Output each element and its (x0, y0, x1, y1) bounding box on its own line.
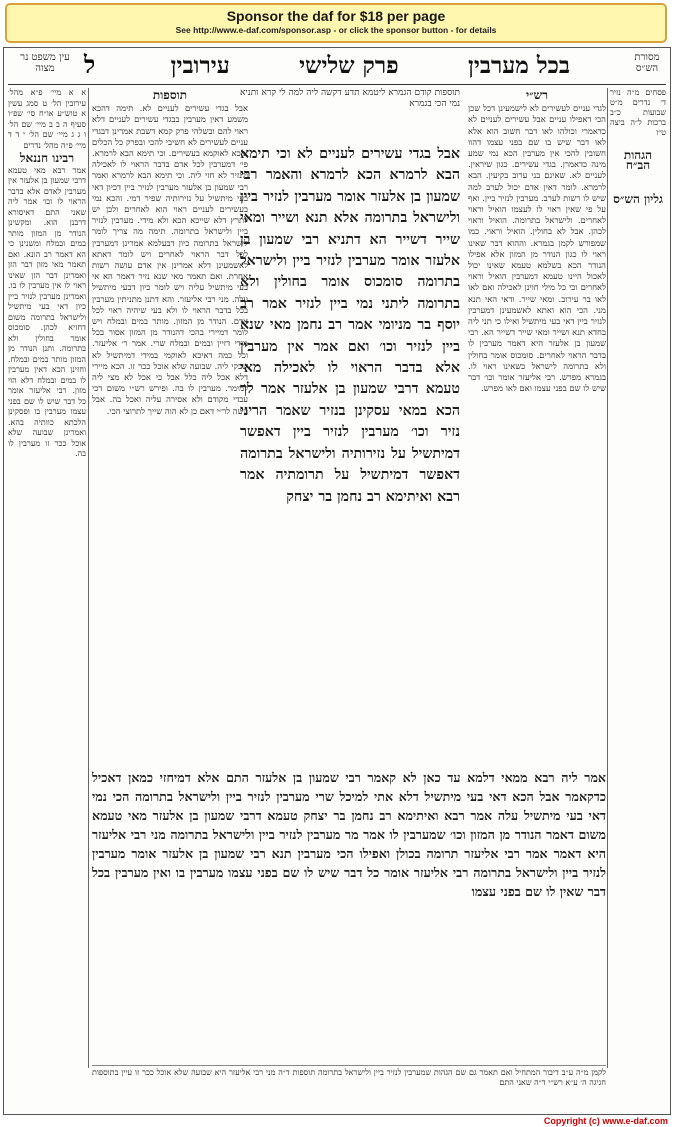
gilyon-title: גליון הש״ס (613, 192, 663, 206)
sponsor-title: Sponsor the daf for $18 per page (226, 8, 446, 24)
page-header (84, 50, 570, 80)
gemara-column (240, 144, 460, 764)
sponsor-subtitle[interactable]: See http://www.e-daf.com/sponsor.asp - or click the sponsor button - for details (175, 25, 497, 35)
rabbeinu-chananel-column (8, 88, 86, 1088)
tosafot-text: אבל בגדי עשירים לעניים לא. תימה דהכא משמע דאין מערבין בבגדי עשירים לעניים דלא ראוי להם ובשלהי פרק קמא דשבת אמרינן דבגדי עניים לעשירים לא חשיבי להכי ובפרק כל הכלים איכא לאוקמא בעשירים. וכי תימא הבא לרמרא. פי׳ דמערבין לכל אדם בדבר הראוי לו לאכילה ולנזיר לא חזי ליה. וכי תימא הבא לרמרא ואמר רבי שמעון בן אלעזר מערבין לנזיר ביין דכיון דאי בעי מיתשיל על נזירותיה שפיר דמי. והכא נמי בעשירים לעניים ראוי הוא לאחרים ולכן יש לתרץ דלא שייכא הכא ולא מידי. מערבין לנזיר ביין ולישראל בתרומה. תימה מה צריך לומר לישראל בתרומה כיון דבעלמא אמרינן דמערבין לכל דבר הראוי לאחרים ויש לומר דאתא לאשמעינן דלא אמרינן אין אדם עושה רשות אחרת. ואם תאמר מאי שנא נזיר דאמר הא אי בעי מיתשיל עליה ויש לומר כיון דבעי מיתשיל עלה. מני רבי אליעזר. והא דתנן מתניתין מערבין בכל בדבר הראוי לו ולא בעי שיהיה ראוי לכל אדם. הנודר מן המזון. מותר במים ובמלח ויש לומר דמיירי בהכי דהנודר מן המזון אסור בכל מידי דזיין ובמים ובמלח שרי. אמר ר׳ אליעזר. וכל כמה דאיכא לאוקמי במידי דמיתשיל לא שבקי ליה. שבועה שלא אוכל ככר זו. הכא מיירי דלא אכל ליה כלל אבל כי אכל לא מצי ליה למימר. מערבין לו בה. ופירש רש״י משום דכי עבדי מקודם ולא אסירה עליה ואכל בה. אבל קשה לר״י דאם כן לא הוה שייך לתרוצי הכי. (92, 103, 248, 416)
gemara-top-text: תוספות קודם הגמרא ליטמא תדע דקשה ליה למה לי קרא ותניא נמי הכי בגמרא (240, 88, 460, 109)
gemara-wide-text: אמר ליה רבא ממאי דלמא עד כאן לא קאמר רבי שמעון בן אלעזר התם אלא דמיחזי כמאן דאכיל כדקאמר אבל הכא דאי בעי מיתשיל דלא אתי למיכל שרי מערבין לנזיר ביין ולישראל בתרומה הכי נמי דאי בעי מיתשיל עלה אמר רבא ואיתימא רב נחמן בר יצחק טעמא דרבי שמעון בן אלעזר מאי טעמא משום דאמר הנודר מן המזון וכו׳ שמערבין לו אמר מר מערבין לנזיר ביין ולישראל בתרומה מני רבי אליעזר היא דאמר אמר רבי אליעזר תרומה בכולן ואפילו הכי מערבין תנא רבי שמעון בן אלעזר אומר מערבין לנזיר ביין ולישראל בתרומה רבי אליעזר אומר כל דבר שיש לו שם בפני עצמו מערבין בו ואין מערבין בכל דבר שאין לו שם בפני עצמו (92, 770, 606, 899)
tosafot-title: תוספות (152, 88, 188, 102)
talmud-page (3, 47, 671, 1115)
ein-mishpat-text: א א מיי׳ פ״א מהל׳ עירובין הל׳ ט סמג עשין א טוש״ע או״ח סי׳ שפ״ו סעיף ה ב ב מיי׳ שם הל׳ ו ג ג מיי׳ שם הל׳ י ד ד מיי׳ פ״ה מהל׳ נדרים (8, 88, 86, 150)
copyright-link[interactable]: Copyright (c) www.e-daf.com (543, 1116, 668, 1126)
bottom-notes: לקמן מ״ה ע״ב דיבור המתחיל ואם תאמר גם שם הגהות שמערבין לנזיר ביין ולישראל בתרומה תוספות ד״ה מני רבי אליעזר היא שבועה שלא אוכל ככר זו עיין בתוספות חגיגה ה׳ ע״א רש״י ד״ה שאני התם (92, 1065, 606, 1110)
page-number: ל (84, 50, 96, 79)
column-divider (607, 88, 608, 1068)
tractate-name: עירובין (170, 51, 230, 79)
rashi-title: רש״י (525, 88, 549, 102)
ein-mishpat-title: עין משפט נר מצוה (20, 52, 70, 74)
header-divider (8, 84, 666, 85)
mesoret-hashas-title: מסורת הש״ס (634, 52, 660, 74)
hagahot-title: הגהות הב״ח (623, 148, 653, 172)
rashi-text: לגדי עניים לעשירים לא לישמעינן דכל שכן הכי דאפילו עניים אבל עשירים לעניים לא כדאמרי וכולהו לאו דבר חשוב הוא אלא לאו דבר שיש בו שם בפני עצמו דהוו חשובין להכי אין מערבין הכא נמי שמע מינה כדאמרן. בגדי עשירים. כגון שיראין. לעניים לא. שאינם בני ערוב בקיעין. הבא לרמרא. לומר דאין אדם יכול לערב למה שיש לו רשות לערב. מערבין לנזיר ביין. ואף על פי שאין ראוי לו לעצמו הואיל וראוי לאחרים. ולישראל בתרומה. הואיל וראוי לכהן. אבל לא בחולין. הואיל וראוי. כמו שמפורש לקמן בגמרא. וההוא דבר שאינו ראוי לו כגון הנודר מן המזון אלא אפילו הנודר הכא בשלמא טעמא שאינו יכול לאכול היינו טעמא דמערבין הואיל וראוי לאחרים וכי כל מילי חוינן לאכילה ואם לאו לאו בר עירוב. ומאי שייר. ודאי האי תנא מני. הכי הוא ואתא לאשמעינן דמערבין לנזיר ביין דאי בעי מיתשיל ואילו כי תני ליה בחדא תנא ושייר ומאי שייר דשייר הא. רבי שמעון בן אלעזר היא דאמר מערבין לו בדבר הראוי לאחרים. סומכוס אומר בחולין ולא בתרומה לישראל כשאינו ראוי לו. בגמרא מפרש. רבי אליעזר אומר וכו׳ דבר שיש לו שם בפני עצמו ואם לאו מפרש. (468, 103, 606, 394)
sponsor-banner[interactable] (5, 3, 667, 43)
rabbeinu-chananel-text: אמר רבא מאי טעמא דרבי שמעון בן אלעזר אין מערבין לאדם אלא בדבר הראוי לו וכו׳ אמר ליה שאני התם דאיסורא דרבנן הוא. ומקשינן הנודר מן המזון מותר במים ובמלח ומשנינן כי הא דאמר רב הונא. ואם תאמר מאי מזון דבר הזן ואמרינן דבר הזן שאינו ראוי לו אין מערבין לו בו. ואמרינן מערבין לנזיר ביין כיון דאי בעי מיתשיל ולישראל בתרומה משום דחזיא לכהן. סומכוס אומר בחולין ולא בתרומה. ותנן הנודר מן המזון מותר במים ובמלח. וחזינן הכא דאין מערבין לו במים ובמלח דלא הוי מזון. רבי אליעזר אומר כל דבר שיש לו שם בפני עצמו מערבין בו ופסקינן הלכתא כוותיה בהא. ואמרינן שבועה שלא אוכל ככר זו מערבין לו בה. (8, 165, 86, 458)
chapter-name: בכל מערבין (467, 51, 570, 79)
mesoret-column (610, 88, 666, 206)
column-divider (88, 88, 89, 1068)
mesoret-text: פסחים מ״ה נזיר ד׳ נדרים מ״ט שבועות כ״ב ברכות ל״ה ביצה ט״ו (610, 88, 666, 137)
chapter-number: פרק שלישי (299, 51, 399, 79)
gemara-text: אבל בגדי עשירים לעניים לא וכי תימא הבא לרמרא הכא לרמרא והאמר רבי שמעון בן אלעזר אומר מערבין לנזיר ביין ולישראל בתרומה אלא תנא ושייר ומאי שייר דשייר הא דתניא רבי שמעון בן אלעזר אומר מערבין לנזיר ביין ולישראל בתרומה סומכוס אומר בחולין ולא בתרומה ליתני נמי ביין לנזיר אמר רב יוסף בר מניומי אמר רב נחמן מאי שנא ביין לנזיר וכו׳ ואם אמר אין מערבין אלא בדבר הראוי לו לאכילה מאי טעמא דרבי שמעון בן אלעזר אמר לך הכא במאי עסקינן בנזיר שאמר הריני נזיר וכו׳ מערבין לנזיר ביין דאפשר דמיתשיל על נזירותיה ולישראל בתרומה דאפשר דמיתשיל על תרומתיה אמר רבא ואיתימא רב נחמן בר יצחק (240, 146, 460, 505)
rabbeinu-chananel-title: רבינו חננאל (19, 151, 75, 165)
